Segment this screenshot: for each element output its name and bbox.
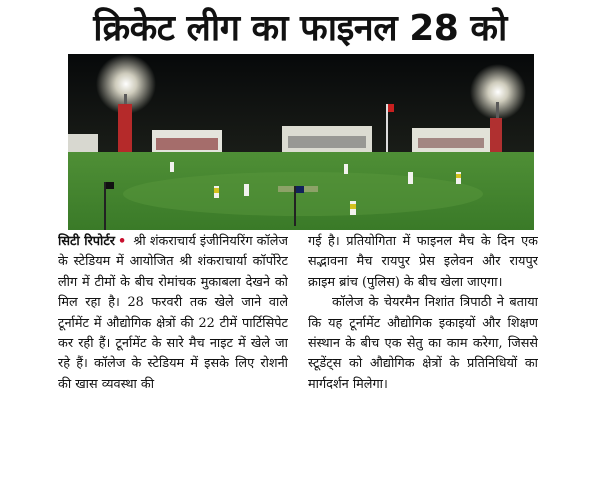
stadium-photo (68, 54, 534, 230)
cricket-stadium-night-photo (68, 54, 534, 230)
article-column-1 (58, 232, 288, 498)
dateline: सिटी रिपोर्टर (58, 234, 116, 249)
paragraph: गई है। प्रतियोगिता में फाइनल मैच के दिन एक सद्भावना मैच रायपुर प्रेस इलेवन और रायपुर क्राइम ब्रांच (पुलिस) के बीच खेला जाएगा। (308, 234, 538, 290)
article-column-2 (308, 232, 538, 498)
article-body (58, 232, 538, 498)
paragraph: श्री शंकराचार्य इंजीनियरिंग कॉलेज के स्टेडियम में आयोजित श्री शंकराचार्या कॉर्पोरेट लीग में टीमों के बीच रोमांचक मुकाबला देखने को मिल रहा है। 28 फरवरी तक खेले जाने वाले टूर्नामेंट में औद्योगिक क्षेत्रों की 22 टीमें पार्टिसिपेट कर रही हैं। टूर्नामेंट के सारे मैच नाइट में खेले जा रहे हैं। कॉलेज के स्टेडियम में इसके लिए रोशनी की खास व्यवस्था की (58, 234, 288, 392)
bullet-icon: • (118, 234, 127, 249)
paragraph: कॉलेज के चेयरमैन निशांत त्रिपाठी ने बताया कि यह टूर्नामेंट औद्योगिक इकाइयों और शिक्षण संस्थान के बीच एक सेतु का काम करेगा, जिससे स्टूडेंट्स को औद्योगिक क्षेत्रों के प्रतिनिधियों का मार्गदर्शन मिलेगा। (308, 295, 538, 392)
headline: क्रिकेट लीग का फाइनल 28 को (93, 7, 507, 49)
